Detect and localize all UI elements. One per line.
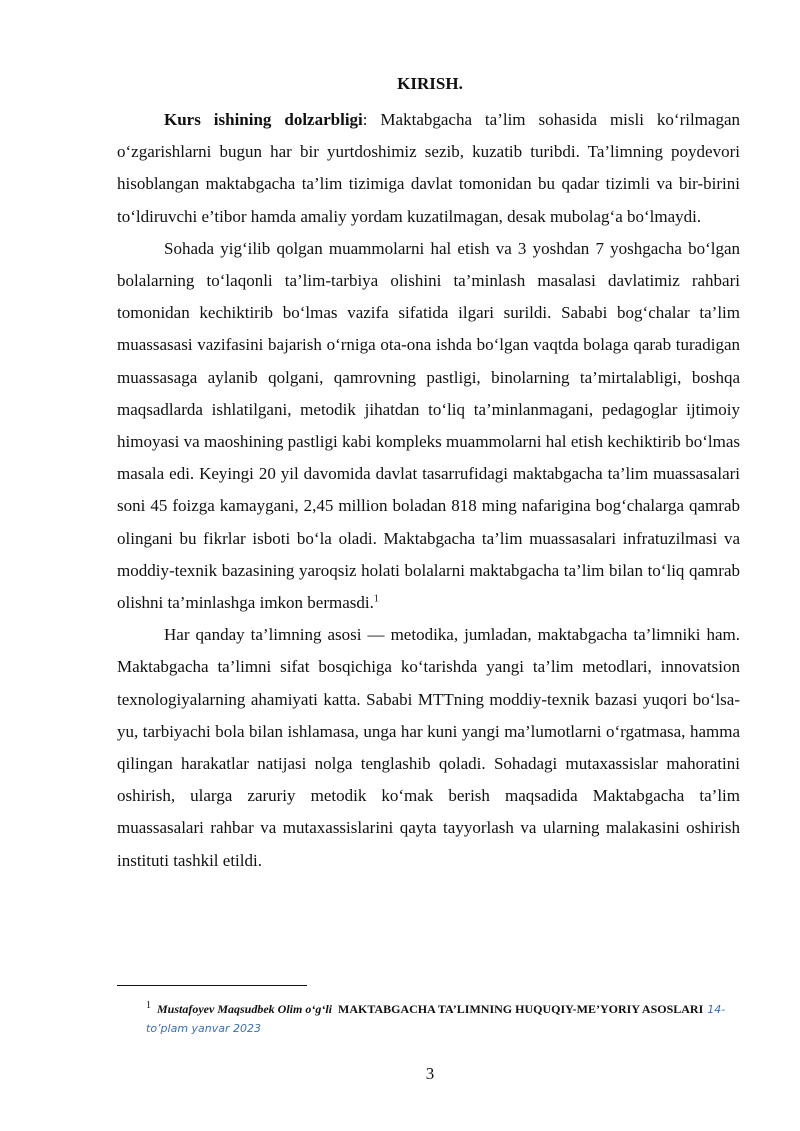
paragraph-lead: Kurs ishining dolzarbligi <box>164 110 363 129</box>
paragraph-3-text: Har qanday ta’limning asosi — metodika, jumladan, maktabgacha ta’limniki ham. Maktabgacha ta’limni sifat bosqichiga ko‘tarishda yangi ta’lim metodlari, innovatsion texnologiyalarning ahamiyati katta. Sababi MTTning moddiy-texnik bazasi yuqori bo‘lsa-yu, tarbiyachi bola bilan ishlamasa, unga har kuni yangi ma’lumotlarni o‘rgatmasa, hamma qilingan harakatlar natijasi nolga tenglashib qoladi. Sohadagi mutaxassislar mahoratini oshirish, ularga zaruriy metodik ko‘mak berish maqsadida Maktabgacha ta’lim muassasalari rahbar va mutaxassislarini qayta tayyorlash va ularning malakasini oshirish instituti tashkil etildi. <box>117 625 740 870</box>
body-text <box>117 104 740 877</box>
footnote-reference[interactable]: 1 <box>373 593 379 605</box>
footnote-separator <box>117 985 307 986</box>
paragraph-1 <box>117 104 740 233</box>
footnote-author: Mustafoyev Maqsudbek Olim o‘g‘li <box>157 1002 332 1016</box>
paragraph-3 <box>117 619 740 877</box>
footnote <box>146 996 746 1038</box>
paragraph-2-text: Sohada yig‘ilib qolgan muammolarni hal etish va 3 yoshdan 7 yoshgacha bo‘lgan bolalarning to‘laqonli ta’lim-tarbiya olishini ta’minlash masalasi davlatimiz rahbari tomonidan kechiktirib bo‘lmas vazifa sifatida ilgari surildi. Sababi bog‘chalar ta’lim muassasasi vazifasini bajarish o‘rniga ota-ona ishda bo‘lgan vaqtda bolaga qarab turadigan muassasaga aylanib qolgani, qamrovning pastligi, binolarning ta’mirtalabligi, boshqa maqsadlarda ishlatilgani, metodik jihatdan to‘liq ta’minlanmagani, pedagoglar ijtimoiy himoyasi va maoshining pastligi kabi kompleks muammolarni hal etish kechiktirib bo‘lmas masala edi. Keyingi 20 yil davomida davlat tasarrufidagi maktabgacha ta’lim muassasalari soni 45 foizga kamaygani, 2,45 million boladan 818 ming nafarigina bog‘chalarga qamrab olingani bu fikrlar isboti bo‘la oladi. Maktabgacha ta’lim muassasalari infratuzilmasi va moddiy-texnik bazasining yaroqsiz holati bolalarni maktabgacha ta’lim bilan to‘liq qamrab olishni ta’minlashga imkon bermasdi. <box>117 238 740 613</box>
paragraph-2 <box>117 233 740 619</box>
paragraph-1-text: : Maktabgacha ta’lim sohasida misli ko‘rilmagan o‘zgarishlarni bugun har bir yurtdoshimiz sezib, kuzatib turibdi. Ta’limning poydevori hisoblangan maktabgacha ta’lim tizimiga davlat tomonidan bu qadar tizimli va bir-birini to‘ldiruvchi e’tibor hamda amaliy yordam kuzatilmagan, desak mubolag‘a bo‘lmaydi. <box>117 110 740 226</box>
footnote-title: MAKTABGACHA TA’LIMNING HUQUQIY-ME’YORIY ASOSLARI <box>338 1002 704 1016</box>
footnote-number: 1 <box>146 1000 151 1011</box>
section-heading: KIRISH. <box>397 74 463 93</box>
page-number: 3 <box>425 1064 435 1083</box>
footnote-issue: 14-to’plam yanvar 2023 <box>146 1003 726 1035</box>
